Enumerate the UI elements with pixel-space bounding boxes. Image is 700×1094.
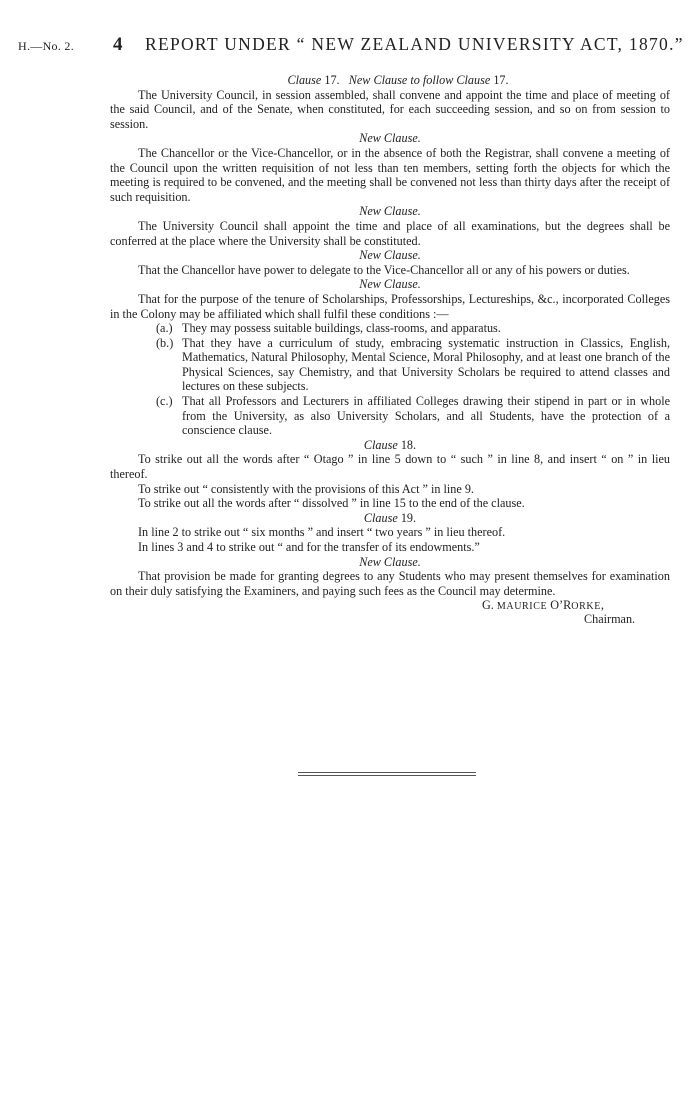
- clause-17-heading: [110, 73, 670, 88]
- clause-17-label: Clause: [287, 73, 322, 87]
- paragraph-degrees: That provision be made for granting degrees to any Students who may present themselves for examination on their duly satisfying the Examiners, and paying such fees as the Council may determine.: [110, 569, 670, 598]
- paragraph-examinations: The University Council shall appoint the time and place of all examinations, but the degrees shall be conferred at the place where the University shall be constituted.: [110, 218, 670, 248]
- clause-18-label: Clause: [363, 437, 398, 452]
- paragraph-session-meetings: The University Council, in session assembled, shall convene and appoint the time and place of meeting of the said Council, and of the Senate, when constituted, for each succeeding session, and so on from session to session.: [110, 87, 670, 131]
- new-clause-heading: New Clause.: [359, 248, 421, 263]
- closing-rule: [298, 772, 476, 773]
- signatory-surname-initial: O’R: [550, 598, 572, 613]
- running-title: REPORT UNDER “ NEW ZEALAND UNIVERSITY ACT, 1870.”: [145, 34, 684, 54]
- signatory-title: Chairman.: [584, 612, 636, 627]
- new-clause-heading: New Clause.: [359, 554, 421, 569]
- list-item: [110, 336, 670, 394]
- list-marker: (c.): [156, 394, 173, 409]
- list-item: [110, 321, 670, 336]
- clause-18-heading: [110, 438, 670, 453]
- signature-block: [110, 598, 670, 628]
- list-marker: (b.): [156, 335, 174, 350]
- list-item-text: They may possess suitable buildings, class-rooms, and apparatus.: [182, 321, 501, 336]
- amendment-dissolved: To strike out all the words after “ dissolved ” in line 15 to the end of the clause.: [138, 496, 525, 511]
- signatory-name: G. MAURICE O’RORKE,: [482, 598, 604, 613]
- clause-19-heading: [110, 511, 670, 526]
- signatory-surname-rest: ORKE: [571, 601, 601, 613]
- clause-18-number: 18.: [400, 437, 417, 452]
- amendment-six-months: In line 2 to strike out “ six months ” and insert “ two years ” in lieu thereof.: [138, 525, 506, 540]
- page-number: 4: [113, 34, 123, 55]
- amendment-endowments: In lines 3 and 4 to strike out “ and for the transfer of its endowments.”: [138, 540, 480, 554]
- new-clause-heading: New Clause.: [359, 277, 421, 292]
- signatory-middle-name: MAURICE: [496, 601, 548, 613]
- report-body: [110, 73, 670, 628]
- list-item: [110, 394, 670, 438]
- paragraph-delegation: That the Chancellor have power to delegate to the Vice-Chancellor all or any of his powers or duties.: [138, 262, 630, 277]
- signatory-initial: G.: [482, 598, 494, 613]
- list-item-text: That all Professors and Lecturers in affiliated Colleges drawing their stipend in part or in whole from the University, as also University Scholars, and all Students, have the protection of a conscience clause.: [182, 394, 670, 438]
- list-marker: (a.): [156, 321, 173, 336]
- new-clause-heading: New Clause.: [359, 204, 421, 219]
- clause-17-subheading: New Clause to follow Clause: [348, 73, 491, 87]
- document-reference: H.—No. 2.: [18, 39, 75, 53]
- amendment-consistently: To strike out “ consistently with the provisions of this Act ” in line 9.: [138, 481, 474, 496]
- paragraph-affiliated-colleges: That for the purpose of the tenure of Scholarships, Professorships, Lectureships, &c., incorporated Colleges in the Colony may be affiliated which shall fulfil these conditions :—: [110, 291, 670, 321]
- clause-17-number: 17.: [324, 73, 340, 87]
- list-item-text: That they have a curriculum of study, embracing systematic instruction in Classics, English, Mathematics, Natural Philosophy, Mental Science, Moral Philosophy, and at least one branch of the Physical Sciences, say Chemistry, and that University Scholars be required to attend classes and lectures on these subjects.: [182, 335, 670, 394]
- clause-19-number: 19.: [400, 510, 417, 525]
- paragraph-convene-meeting: The Chancellor or the Vice-Chancellor, or in the absence of both the Registrar, shall convene a meeting of the Council upon the written requisition of not less than ten members, setting forth the objects for which the meeting is required to be convened, and the meeting shall be convened not less than thirty days after the receipt of such requisition.: [110, 145, 670, 204]
- new-clause-heading: New Clause.: [359, 131, 421, 146]
- clause-17-subheading-number: 17.: [493, 73, 509, 87]
- amendment-otago: To strike out all the words after “ Otago ” in line 5 down to “ such ” in line 8, and insert “ on ” in lieu thereof.: [110, 452, 670, 482]
- clause-19-label: Clause: [363, 510, 398, 525]
- conditions-list: [110, 321, 670, 438]
- page-header: [18, 34, 684, 58]
- closing-rule: [298, 775, 476, 776]
